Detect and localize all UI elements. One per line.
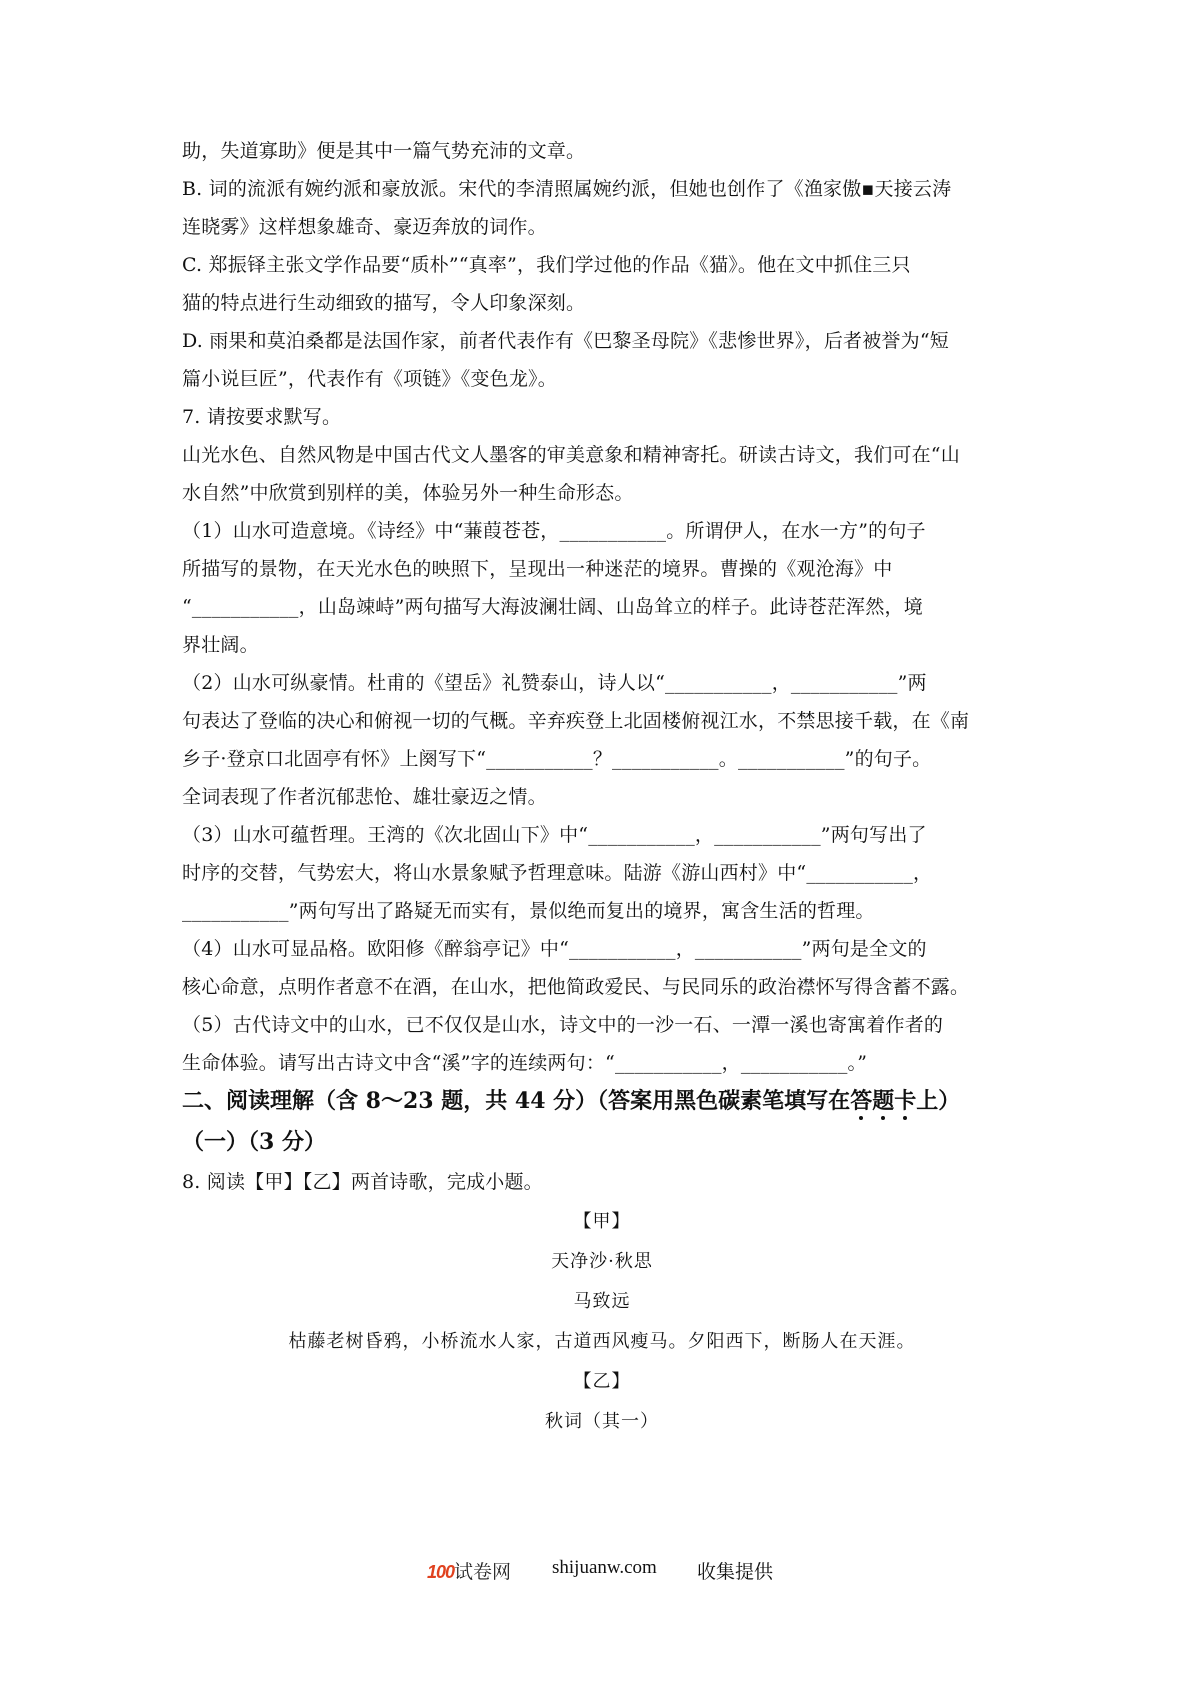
sub-heading: （一）（3 分）: [182, 1129, 326, 1155]
option-d-line-2: 篇小说巨匠”，代表作有《项链》《变色龙》。: [182, 368, 557, 390]
text-line: 所描写的景物，在天光水色的映照下，呈现出一种迷茫的境界。曹操的《观沧海》中: [182, 558, 893, 580]
question-8-title: 8. 阅读【甲】【乙】两首诗歌，完成小题。: [182, 1171, 543, 1193]
text-line: 界壮阔。: [182, 634, 259, 656]
poem-a-title: 天净沙·秋思: [551, 1251, 653, 1272]
text-line: 核心命意，点明作者意不在酒，在山水，把他简政爱民、与民同乐的政治襟怀写得含蓄不露。: [182, 976, 970, 998]
fill-blank-line: （4）山水可显品格。欧阳修《醉翁亭记》中“___________，___________”两句是全文的: [182, 938, 927, 960]
fill-blank-line: 生命体验。请写出古诗文中含“溪”字的连续两句：“___________，___________。”: [182, 1052, 868, 1074]
emphasis-char: 题: [872, 1088, 895, 1114]
text-line: 句表达了登临的决心和俯视一切的气概。辛弃疾登上北固楼俯视江水，不禁思接千载，在《南: [182, 710, 970, 732]
question-7-title: 7. 请按要求默写。: [182, 406, 342, 428]
option-b-line-1: B. 词的流派有婉约派和豪放派。宋代的李清照属婉约派，但她也创作了《渔家傲▪天接云涛: [182, 178, 952, 200]
emphasis-char: 答: [850, 1088, 873, 1114]
fill-blank-line: 时序的交替，气势宏大，将山水景象赋予哲理意味。陆游《游山西村》中“___________，: [182, 862, 933, 884]
footer-logo: [427, 1557, 511, 1584]
text-line: （5）古代诗文中的山水，已不仅仅是山水，诗文中的一沙一石、一潭一溪也寄寓着作者的: [182, 1014, 944, 1036]
footer-site: shijuanw.com: [552, 1557, 657, 1578]
section-heading-suffix: 上）: [916, 1088, 961, 1114]
option-d-line-1: D. 雨果和莫泊桑都是法国作家，前者代表作有《巴黎圣母院》《悲惨世界》，后者被誉为“短: [182, 330, 949, 352]
poem-a-author: 马致远: [573, 1291, 631, 1312]
footer-provide: 收集提供: [697, 1562, 774, 1583]
option-c-line-2: 猫的特点进行生动细致的描写，令人印象深刻。: [182, 292, 586, 314]
fill-blank-line: （3）山水可蕴哲理。王湾的《次北固山下》中“___________，___________”两句写出了: [182, 824, 927, 846]
logo-text: 试卷网: [454, 1562, 512, 1583]
option-b-line-2: 连晓雾》这样想象雄奇、豪迈奔放的词作。: [182, 216, 547, 238]
text-line: 山光水色、自然风物是中国古代文人墨客的审美意象和精神寄托。研读古诗文，我们可在“山: [182, 444, 960, 466]
option-c-line-1: C. 郑振铎主张文学作品要“质朴”“真率”，我们学过他的作品《猫》。他在文中抓住三只: [182, 254, 911, 276]
text-line: 助，失道寡助》便是其中一篇气势充沛的文章。: [182, 140, 586, 162]
fill-blank-line: ___________”两句写出了路疑无而实有，景似绝而复出的境界，寓含生活的哲理。: [182, 900, 875, 922]
poem-a-text: 枯藤老树昏鸦，小桥流水人家，古道西风瘦马。夕阳西下，断肠人在天涯。: [288, 1331, 916, 1352]
poem-b-tag: 【乙】: [573, 1371, 631, 1392]
text-line: 全词表现了作者沉郁悲怆、雄壮豪迈之情。: [182, 786, 547, 808]
emphasis-char: 卡: [894, 1088, 917, 1114]
section-heading: [182, 1087, 1022, 1115]
fill-blank-line: “___________，山岛竦峙”两句描写大海波澜壮阔、山岛耸立的样子。此诗苍茫浑然，境: [182, 596, 923, 618]
fill-blank-line: （2）山水可纵豪情。杜甫的《望岳》礼赞泰山，诗人以“___________，___________”两: [182, 672, 927, 694]
text-line: 水自然”中欣赏到别样的美，体验另外一种生命形态。: [182, 482, 634, 504]
poem-a-tag: 【甲】: [573, 1211, 631, 1232]
page-footer: [0, 1555, 1191, 1585]
section-heading-prefix: 二、阅读理解（含 8～23 题，共 44 分）（答案用黑色碳素笔填写在: [182, 1088, 851, 1114]
fill-blank-line: （1）山水可造意境。《诗经》中“蒹葭苍苍，___________。所谓伊人，在水一方”的句子: [182, 520, 926, 542]
fill-blank-line: 乡子·登京口北固亭有怀》上阕写下“___________？___________。___________”的句子。: [182, 748, 932, 770]
poem-b-title: 秋词（其一）: [545, 1411, 659, 1432]
logo-number: 100: [427, 1562, 455, 1582]
